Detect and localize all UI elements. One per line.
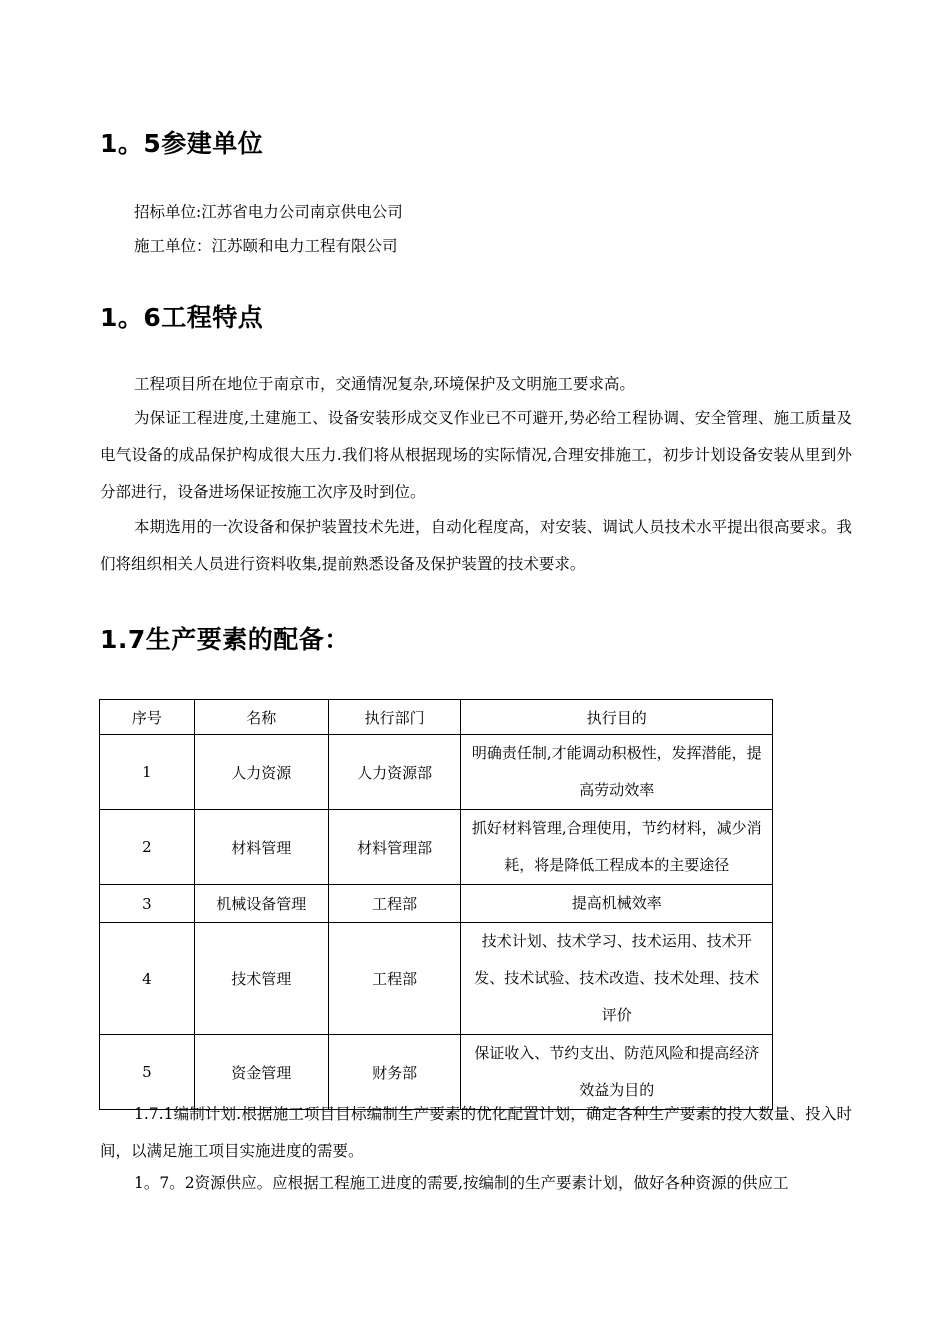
production-factors-table (99, 699, 773, 1110)
cell-purpose: 技术计划、技术学习、技术运用、技术开发、技术试验、技术改造、技术处理、技术评价 (461, 923, 773, 1035)
header-index: 序号 (100, 700, 195, 735)
paragraph-schedule: 为保证工程进度,土建施工、设备安装形成交叉作业已不可避开,势必给工程协调、安全管理、施工质量及电气设备的成品保护构成很大压力.我们将从根据现场的实际情况,合理安排施工，初步计划设备安装从里到外分部进行，设备进场保证按施工次序及时到位。 (100, 409, 852, 501)
cell-name: 机械设备管理 (194, 885, 328, 923)
header-name: 名称 (194, 700, 328, 735)
table-row (100, 923, 773, 1035)
table-row (100, 735, 773, 810)
table-header-row (100, 700, 773, 735)
paragraph-plan: 1.7.1编制计划.根据施工项目目标编制生产要素的优化配置计划，确定各种生产要素的投人数量、投入时间，以满足施工项目实施进度的需要。 (100, 1105, 852, 1160)
cell-purpose: 提高机械效率 (461, 885, 773, 923)
section-heading-1-6: 1。6工程特点 (100, 303, 264, 332)
cell-name: 资金管理 (194, 1035, 328, 1110)
cell-purpose: 明确责任制,才能调动积极性，发挥潜能，提高劳动效率 (461, 735, 773, 810)
cell-index: 3 (100, 885, 195, 923)
cell-purpose: 抓好材料管理,合理使用，节约材料，减少消耗，将是降低工程成本的主要途径 (461, 810, 773, 885)
bidder-line: 招标单位:江苏省电力公司南京供电公司 (134, 203, 403, 221)
header-department: 执行部门 (328, 700, 461, 735)
cell-department: 材料管理部 (328, 810, 461, 885)
cell-name: 技术管理 (194, 923, 328, 1035)
cell-department: 工程部 (328, 885, 461, 923)
cell-index: 1 (100, 735, 195, 810)
cell-purpose: 保证收入、节约支出、防范风险和提高经济效益为目的 (461, 1035, 773, 1110)
cell-department: 工程部 (328, 923, 461, 1035)
section-heading-1-5: 1。5参建单位 (100, 129, 264, 158)
cell-department: 人力资源部 (328, 735, 461, 810)
paragraph-equipment: 本期选用的一次设备和保护装置技术先进，自动化程度高，对安装、调试人员技术水平提出很高要求。我们将组织相关人员进行资料收集,提前熟悉设备及保护装置的技术要求。 (100, 518, 852, 573)
section-heading-1-7: 1.7生产要素的配备： (100, 625, 350, 654)
cell-index: 2 (100, 810, 195, 885)
contractor-line: 施工单位：江苏颐和电力工程有限公司 (134, 237, 398, 255)
table-row (100, 810, 773, 885)
cell-index: 4 (100, 923, 195, 1035)
cell-name: 人力资源 (194, 735, 328, 810)
cell-department: 财务部 (328, 1035, 461, 1110)
paragraph-supply: 1。7。2资源供应。应根据工程施工进度的需要,按编制的生产要素计划，做好各种资源的供应工 (134, 1174, 789, 1192)
cell-name: 材料管理 (194, 810, 328, 885)
header-purpose: 执行目的 (461, 700, 773, 735)
cell-index: 5 (100, 1035, 195, 1110)
table-row (100, 885, 773, 923)
paragraph-location: 工程项目所在地位于南京市，交通情况复杂,环境保护及文明施工要求高。 (134, 375, 635, 393)
